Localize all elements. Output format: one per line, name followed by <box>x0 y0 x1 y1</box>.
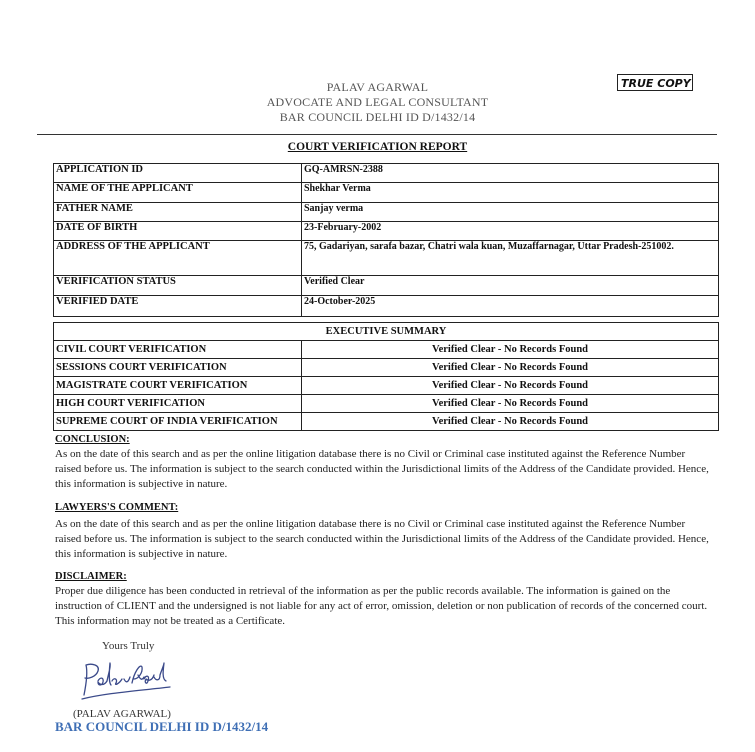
summary-title: EXECUTIVE SUMMARY <box>54 323 719 341</box>
table-row <box>54 241 719 276</box>
advocate-designation: ADVOCATE AND LEGAL CONSULTANT <box>266 95 489 109</box>
executive-summary-table <box>53 322 719 431</box>
table-row <box>54 164 719 183</box>
summary-label: MAGISTRATE COURT VERIFICATION <box>54 377 302 395</box>
detail-value: Shekhar Verma <box>302 183 719 203</box>
table-row <box>54 276 719 296</box>
conclusion-heading: CONCLUSION: <box>55 434 130 445</box>
yours-truly: Yours Truly <box>102 640 155 652</box>
signature-icon <box>76 657 176 703</box>
detail-label: NAME OF THE APPLICANT <box>54 183 302 203</box>
detail-value: 24-October-2025 <box>302 296 719 317</box>
table-row <box>54 341 719 359</box>
detail-label: VERIFICATION STATUS <box>54 276 302 296</box>
table-row <box>54 395 719 413</box>
table-row <box>54 377 719 395</box>
lawyers-comment-text: As on the date of this search and as per the online litigation database there is no Civil or Criminal case instituted against the Reference Number raised before us. The information is subject to the search conducted within the Jurisdictional limits of the Address of the Candidate provided. Hence, this information is subjective in nature. <box>55 518 709 560</box>
summary-value: Verified Clear - No Records Found <box>302 413 719 431</box>
advocate-name: PALAV AGARWAL <box>326 80 429 94</box>
table-row <box>54 413 719 431</box>
summary-label: SUPREME COURT OF INDIA VERIFICATION <box>54 413 302 431</box>
detail-value: GQ-AMRSN-2388 <box>302 164 719 183</box>
applicant-details-table <box>53 163 719 317</box>
signature-image <box>76 657 176 708</box>
detail-label: FATHER NAME <box>54 203 302 222</box>
table-row <box>54 222 719 241</box>
detail-label: DATE OF BIRTH <box>54 222 302 241</box>
table-row <box>54 296 719 317</box>
footer-bar-id: BAR COUNCIL DELHI ID D/1432/14 <box>55 719 269 734</box>
detail-value: 75, Gadariyan, sarafa bazar, Chatri wala kuan, Muzaffarnagar, Uttar Pradesh-251002. <box>302 241 719 276</box>
summary-value: Verified Clear - No Records Found <box>302 377 719 395</box>
signatory-name: (PALAV AGARWAL) <box>73 708 171 720</box>
disclaimer-heading: DISCLAIMER: <box>55 571 127 582</box>
table-row <box>54 183 719 203</box>
detail-value: Verified Clear <box>302 276 719 296</box>
summary-label: SESSIONS COURT VERIFICATION <box>54 359 302 377</box>
summary-value: Verified Clear - No Records Found <box>302 359 719 377</box>
detail-label: ADDRESS OF THE APPLICANT <box>54 241 302 276</box>
summary-label: CIVIL COURT VERIFICATION <box>54 341 302 359</box>
table-row <box>54 203 719 222</box>
disclaimer-text: Proper due diligence has been conducted in retrieval of the information as per the public records available. The information is gained on the instruction of CLIENT and the undersigned is not liable for any act of error, omission, deletion or non publication of records of the concerned court. This information may not be treated as a Certificate. <box>55 585 708 627</box>
conclusion-text: As on the date of this search and as per the online litigation database there is no Civil or Criminal case instituted against the Reference Number raised before us. The information is subject to the search conducted within the Jurisdictional limits of the Address of the Candidate provided. Hence, this information is subjective in nature. <box>55 448 709 490</box>
table-row <box>54 323 719 341</box>
lawyers-comment-heading: LAWYERS'S COMMENT: <box>55 502 179 513</box>
detail-value: 23-February-2002 <box>302 222 719 241</box>
detail-value: Sanjay verma <box>302 203 719 222</box>
true-copy-stamp: TRUE COPY <box>617 74 693 91</box>
report-title: COURT VERIFICATION REPORT <box>287 141 468 153</box>
summary-label: HIGH COURT VERIFICATION <box>54 395 302 413</box>
summary-value: Verified Clear - No Records Found <box>302 395 719 413</box>
header-bar-id: BAR COUNCIL DELHI ID D/1432/14 <box>279 110 476 124</box>
summary-value: Verified Clear - No Records Found <box>302 341 719 359</box>
header-divider <box>37 134 717 135</box>
detail-label: APPLICATION ID <box>54 164 302 183</box>
detail-label: VERIFIED DATE <box>54 296 302 317</box>
table-row <box>54 359 719 377</box>
